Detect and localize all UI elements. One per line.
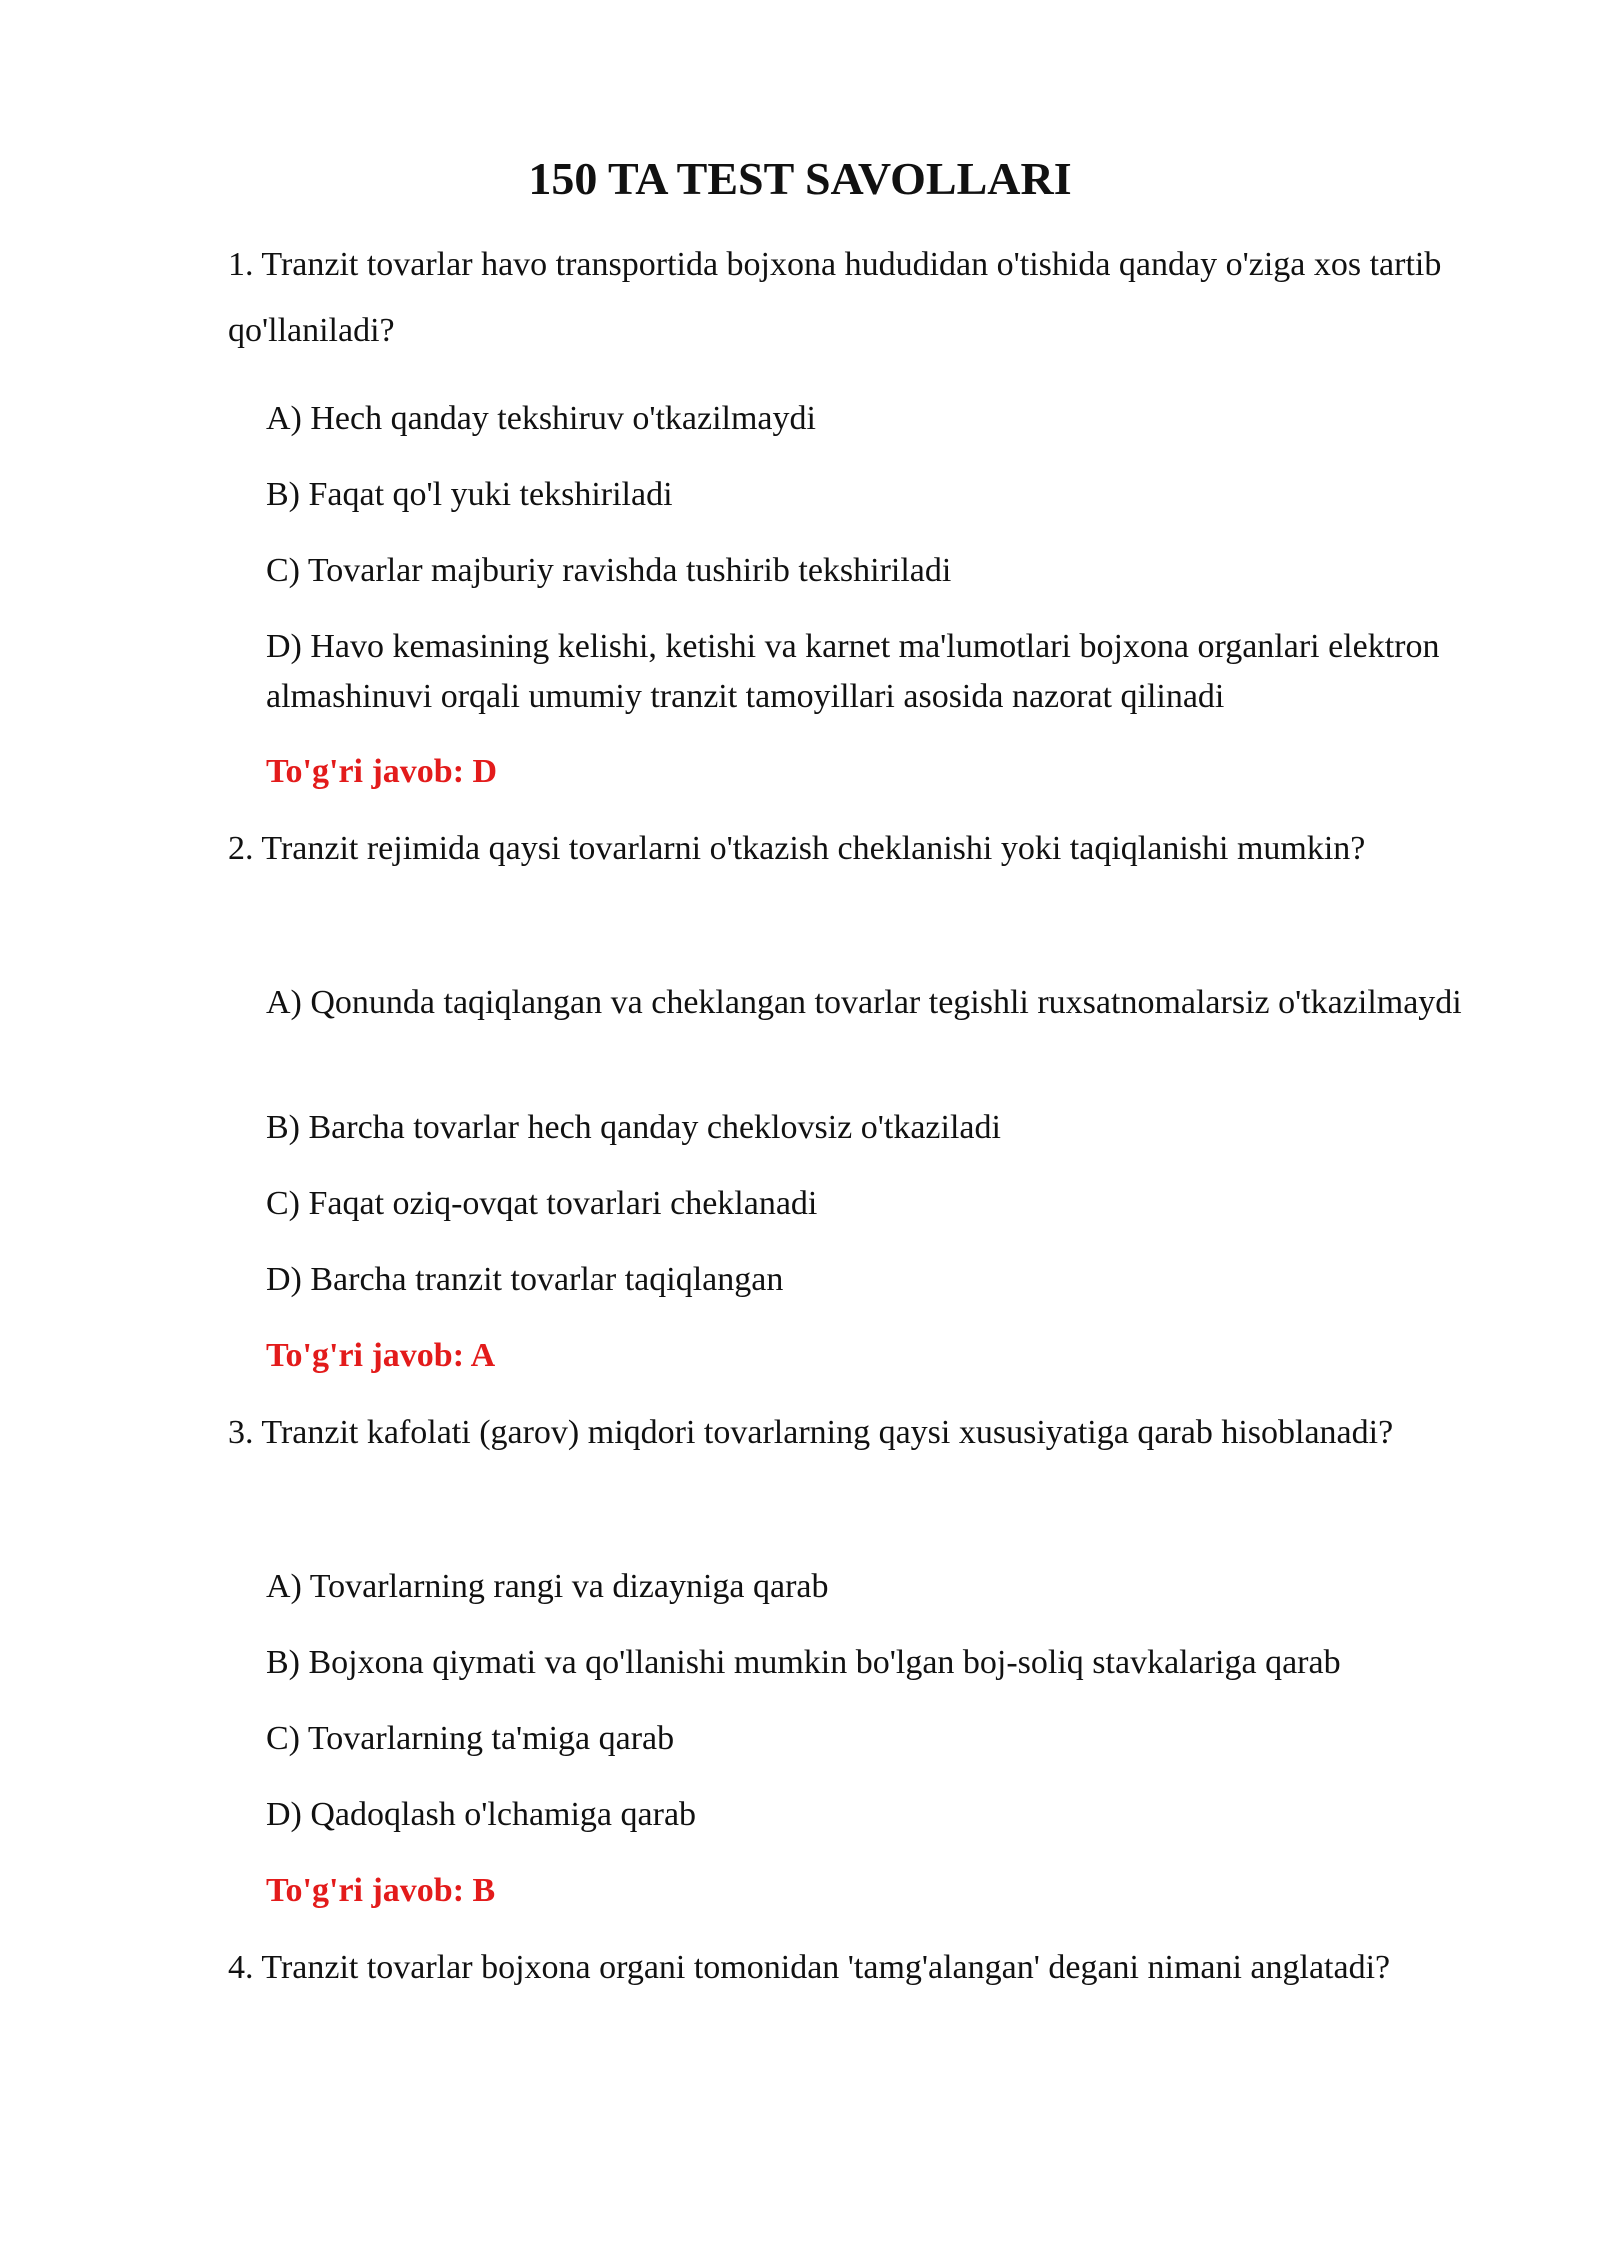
question-3-option-c: C) Tovarlarning ta'miga qarab <box>266 1720 675 1757</box>
question-1-option-d: D) Havo kemasining kelishi, ketishi va karnet ma'lumotlari bojxona organlari elektron almashinuvi orqali umumiy tranzit tamoyillari asosida nazorat qilinadi <box>266 628 1440 715</box>
question-2-option-b: B) Barcha tovarlar hech qanday cheklovsiz o'tkaziladi <box>266 1109 1001 1146</box>
question-2-option-d: D) Barcha tranzit tovarlar taqiqlangan <box>266 1261 784 1298</box>
question-1-option-b: B) Faqat qo'l yuki tekshiriladi <box>266 476 673 513</box>
question-3-option-a: A) Tovarlarning rangi va dizayniga qarab <box>266 1568 829 1605</box>
question-2-option-a: A) Qonunda taqiqlangan va cheklangan tovarlar tegishli ruxsatnomalarsiz o'tkazilmaydi <box>266 984 1462 1021</box>
question-3-option-d: D) Qadoqlash o'lchamiga qarab <box>266 1796 697 1833</box>
question-2-option-c: C) Faqat oziq-ovqat tovarlari cheklanadi <box>266 1185 818 1222</box>
question-3-answer: To'g'ri javob: B <box>266 1872 496 1909</box>
question-1-text: 1. Tranzit tovarlar havo transportida bojxona hududidan o'tishida qanday o'ziga xos tartib qo'llaniladi? <box>228 246 1442 349</box>
question-2-text: 2. Tranzit rejimida qaysi tovarlarni o'tkazish cheklanishi yoki taqiqlanishi mumkin? <box>228 830 1366 867</box>
question-1-option-a: A) Hech qanday tekshiruv o'tkazilmaydi <box>266 400 816 437</box>
question-1-option-c: C) Tovarlar majburiy ravishda tushirib tekshiriladi <box>266 552 952 589</box>
question-1-answer: To'g'ri javob: D <box>266 753 498 790</box>
question-2-answer: To'g'ri javob: A <box>266 1337 496 1374</box>
question-4-text: 4. Tranzit tovarlar bojxona organi tomonidan 'tamg'alangan' degani nimani anglatadi? <box>228 1949 1391 1986</box>
page-title: 150 TA TEST SAVOLLARI <box>528 153 1072 204</box>
question-3-option-b: B) Bojxona qiymati va qo'llanishi mumkin bo'lgan boj-soliq stavkalariga qarab <box>266 1644 1341 1681</box>
question-3-text: 3. Tranzit kafolati (garov) miqdori tovarlarning qaysi xususiyatiga qarab hisoblanadi? <box>228 1414 1394 1451</box>
